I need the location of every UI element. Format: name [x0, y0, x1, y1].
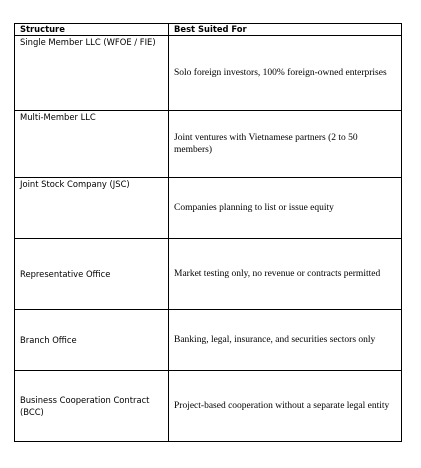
header-structure: Structure — [15, 24, 169, 36]
best-suited-for-cell: Banking, legal, insurance, and securities sectors only — [169, 310, 402, 371]
business-structure-table — [14, 23, 402, 442]
best-suited-for-cell: Joint ventures with Vietnamese partners (2 to 50 members) — [169, 111, 402, 178]
best-suited-for-cell: Companies planning to list or issue equity — [169, 178, 402, 239]
structure-cell: Multi-Member LLC — [15, 111, 169, 178]
table-row — [15, 239, 402, 310]
best-suited-for-cell: Market testing only, no revenue or contracts permitted — [169, 239, 402, 310]
table-row — [15, 178, 402, 239]
header-best-suited-for: Best Suited For — [169, 24, 402, 36]
table-row — [15, 371, 402, 442]
best-suited-for-cell: Project-based cooperation without a separate legal entity — [169, 371, 402, 442]
best-suited-for-cell: Solo foreign investors, 100% foreign-owned enterprises — [169, 36, 402, 111]
table-header-row — [15, 24, 402, 36]
table-row — [15, 111, 402, 178]
table-row — [15, 36, 402, 111]
structure-cell: Business Cooperation Contract (BCC) — [15, 371, 169, 442]
table-row — [15, 310, 402, 371]
structure-cell: Single Member LLC (WFOE / FIE) — [15, 36, 169, 111]
structure-cell: Branch Office — [15, 310, 169, 371]
structure-cell: Joint Stock Company (JSC) — [15, 178, 169, 239]
structure-cell: Representative Office — [15, 239, 169, 310]
